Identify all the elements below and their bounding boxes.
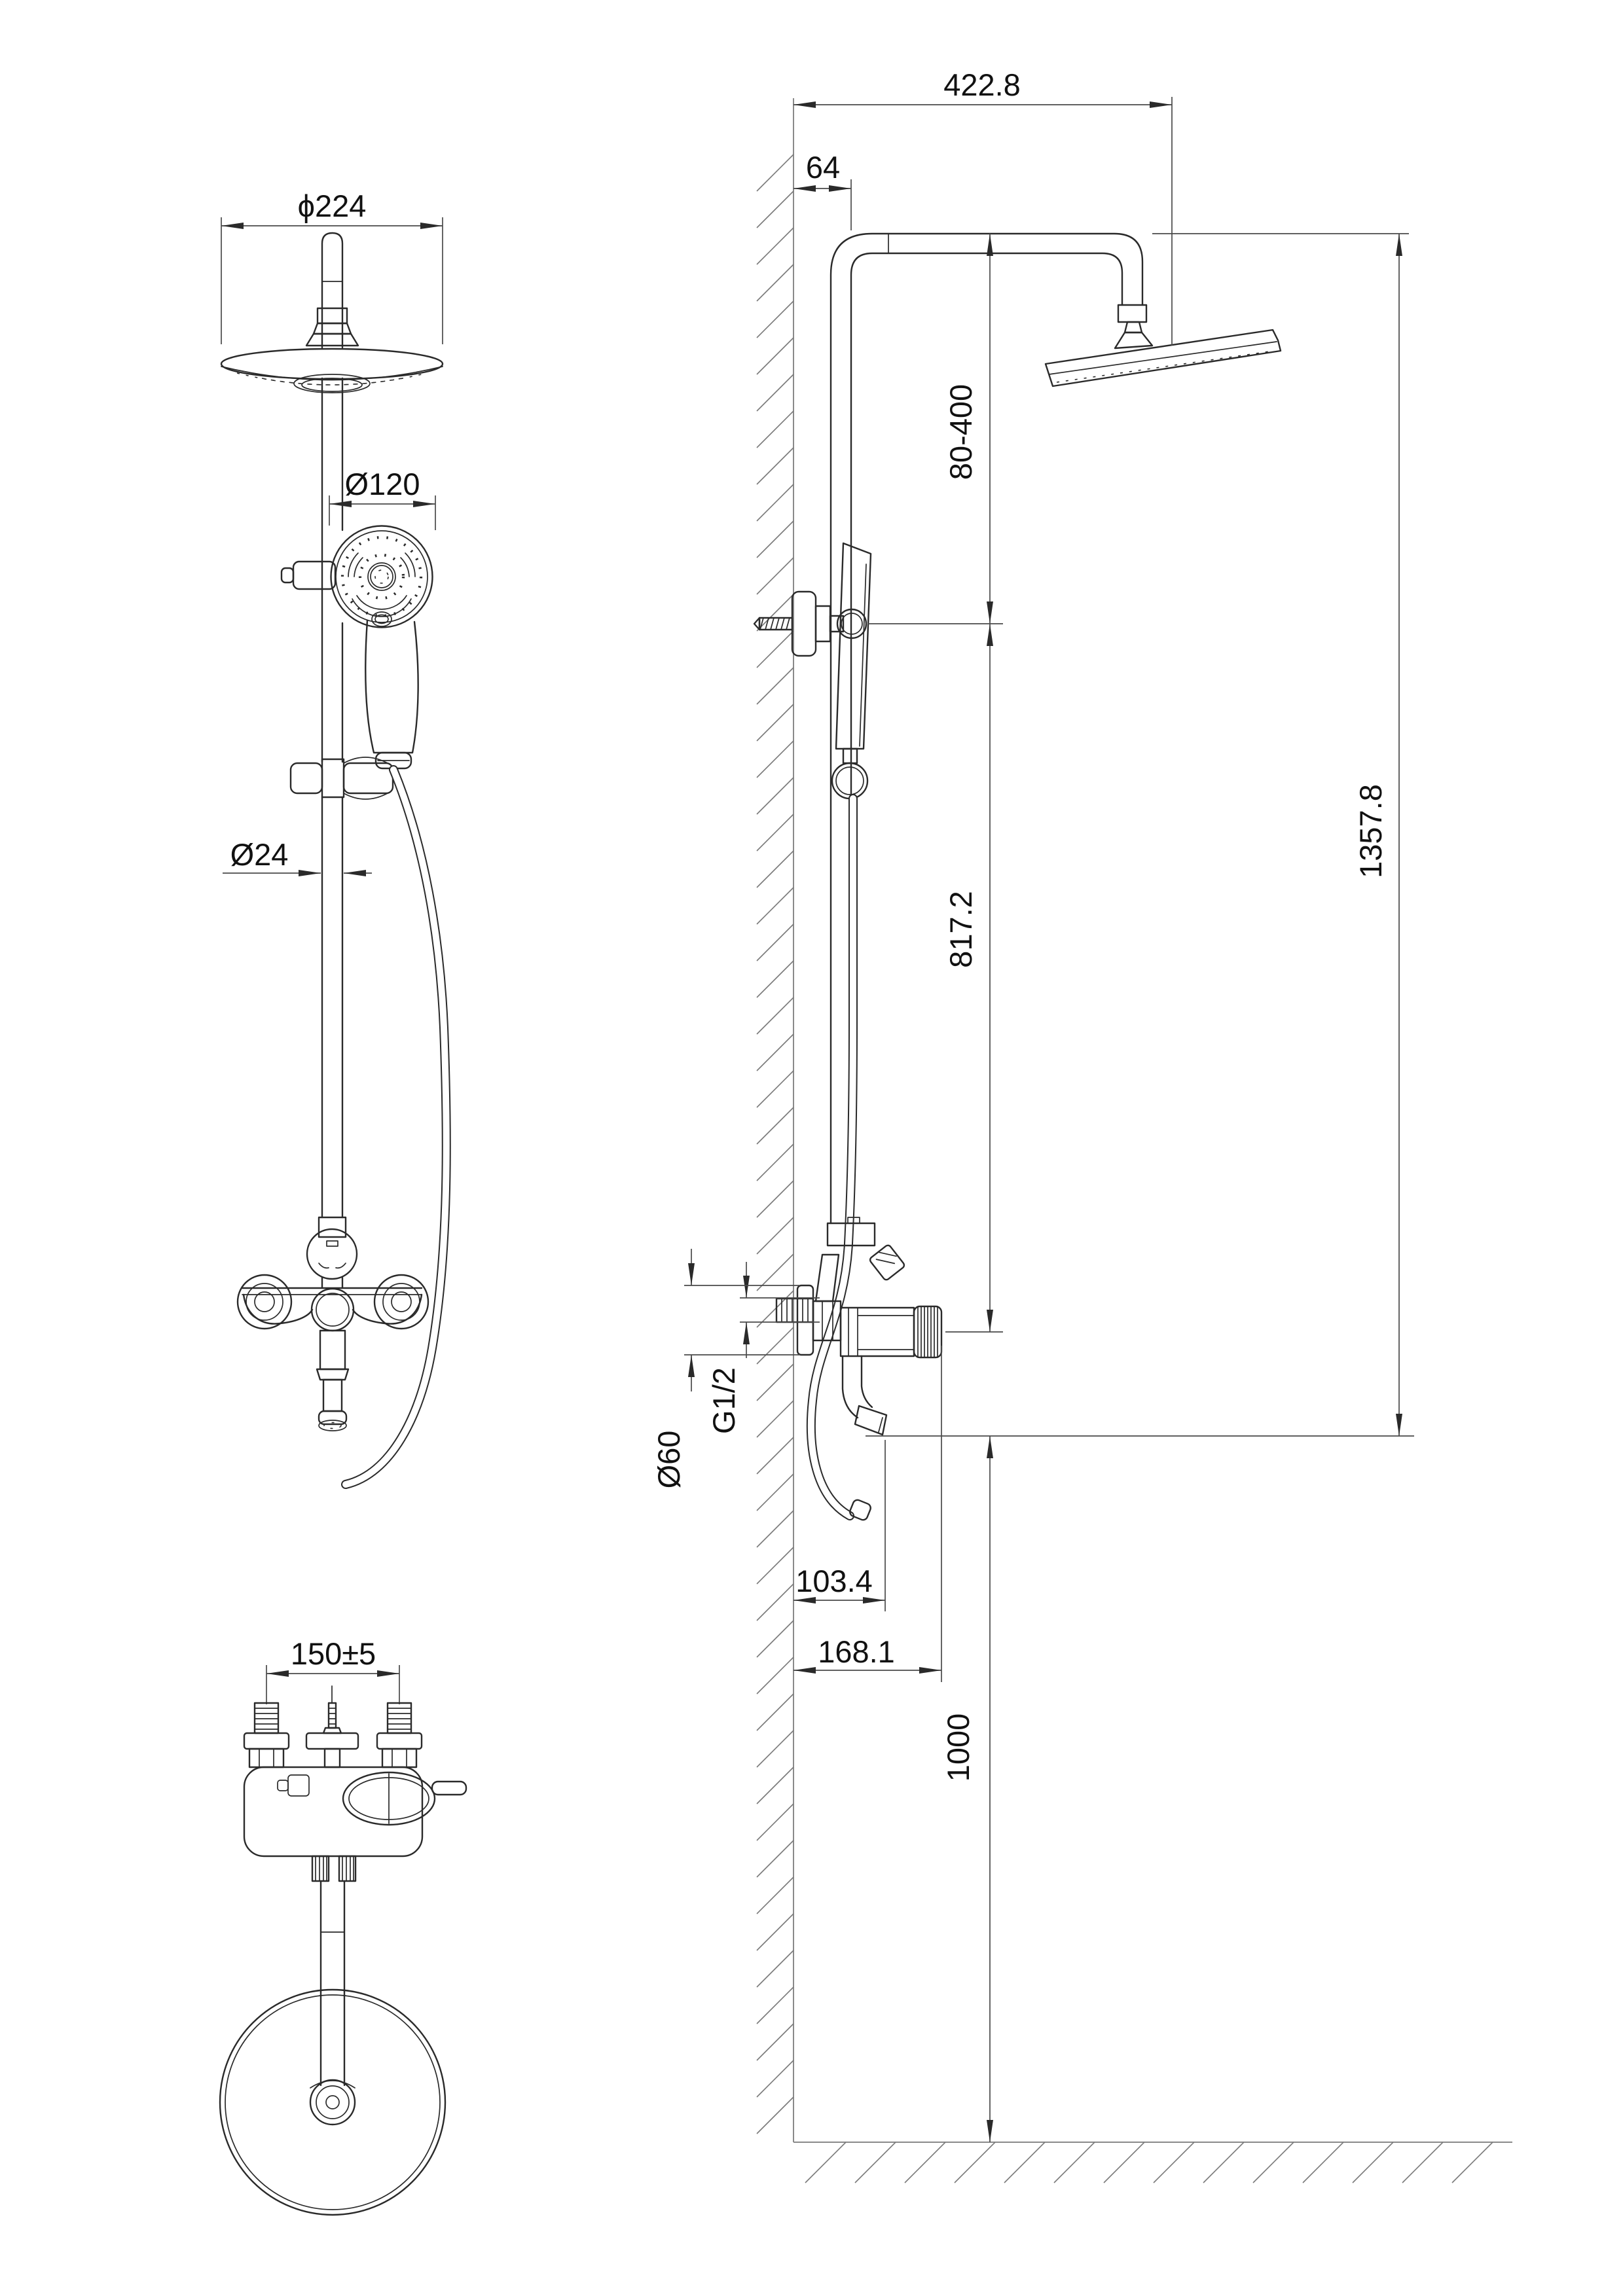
shower-hose-side xyxy=(811,798,872,1521)
mixer-stem-top xyxy=(306,1686,358,1767)
slider-clamp-front xyxy=(291,757,393,799)
dim-head-diameter xyxy=(221,188,443,344)
dim-hand-shower-diameter xyxy=(329,467,435,530)
dim-holder-range xyxy=(867,234,1003,624)
dim-spout-reach xyxy=(793,1440,885,1611)
dim-label-inlet-spacing: 150±5 xyxy=(290,1636,376,1671)
inlet-stud-right xyxy=(377,1703,422,1767)
hand-shower-front xyxy=(331,526,433,769)
dim-label-reach: 422.8 xyxy=(943,67,1021,102)
front-view xyxy=(221,188,447,1484)
mixer-front xyxy=(238,1275,428,1431)
dim-mount-height xyxy=(941,1436,990,2142)
dim-label-hand-shower-diameter: Ø120 xyxy=(344,467,420,501)
shower-hose-front xyxy=(346,770,447,1484)
hand-shower-holder-front xyxy=(282,562,335,589)
floor-hatch xyxy=(805,2142,1493,2183)
rain-head-top xyxy=(220,1881,445,2215)
dim-label-holder-range: 80-400 xyxy=(943,384,978,480)
dim-label-spout-reach: 103.4 xyxy=(795,1564,873,1598)
dim-label-wall-offset: 64 xyxy=(805,150,841,185)
dim-wall-offset xyxy=(793,150,851,230)
side-view xyxy=(651,67,1512,2183)
top-view xyxy=(220,1636,466,2215)
riser-and-arm-side xyxy=(831,234,1152,1223)
rain-head-side xyxy=(1046,330,1281,386)
wall-section xyxy=(757,98,793,2142)
rain-shower-head-front xyxy=(221,349,443,393)
front-riser-pipe xyxy=(306,233,358,348)
dim-label-head-diameter: ϕ224 xyxy=(297,188,367,223)
dim-bar-diameter xyxy=(223,837,372,873)
floor-section xyxy=(793,2142,1512,2183)
diverter-dial-front xyxy=(307,1217,357,1288)
mixer-side xyxy=(776,1217,941,1435)
dim-label-escutcheon-diameter: Ø60 xyxy=(651,1430,686,1489)
dim-label-mount-height: 1000 xyxy=(941,1713,976,1782)
wall-bracket-side xyxy=(754,592,843,656)
wall-hatch xyxy=(757,154,793,2134)
mixer-body-top xyxy=(244,1767,466,1881)
dim-label-bar-height: 817.2 xyxy=(943,891,978,968)
dim-label-overall-height: 1357.8 xyxy=(1353,784,1388,878)
dim-label-knob-reach: 168.1 xyxy=(818,1634,895,1669)
dim-reach xyxy=(793,67,1172,346)
dim-inlet-spacing xyxy=(266,1636,399,1704)
dim-label-thread: G1/2 xyxy=(706,1367,741,1434)
inlet-stud-left xyxy=(244,1703,289,1767)
dim-thread xyxy=(706,1262,820,1434)
dim-bar-height xyxy=(943,624,1003,1332)
dim-label-bar-diameter: Ø24 xyxy=(230,837,289,872)
